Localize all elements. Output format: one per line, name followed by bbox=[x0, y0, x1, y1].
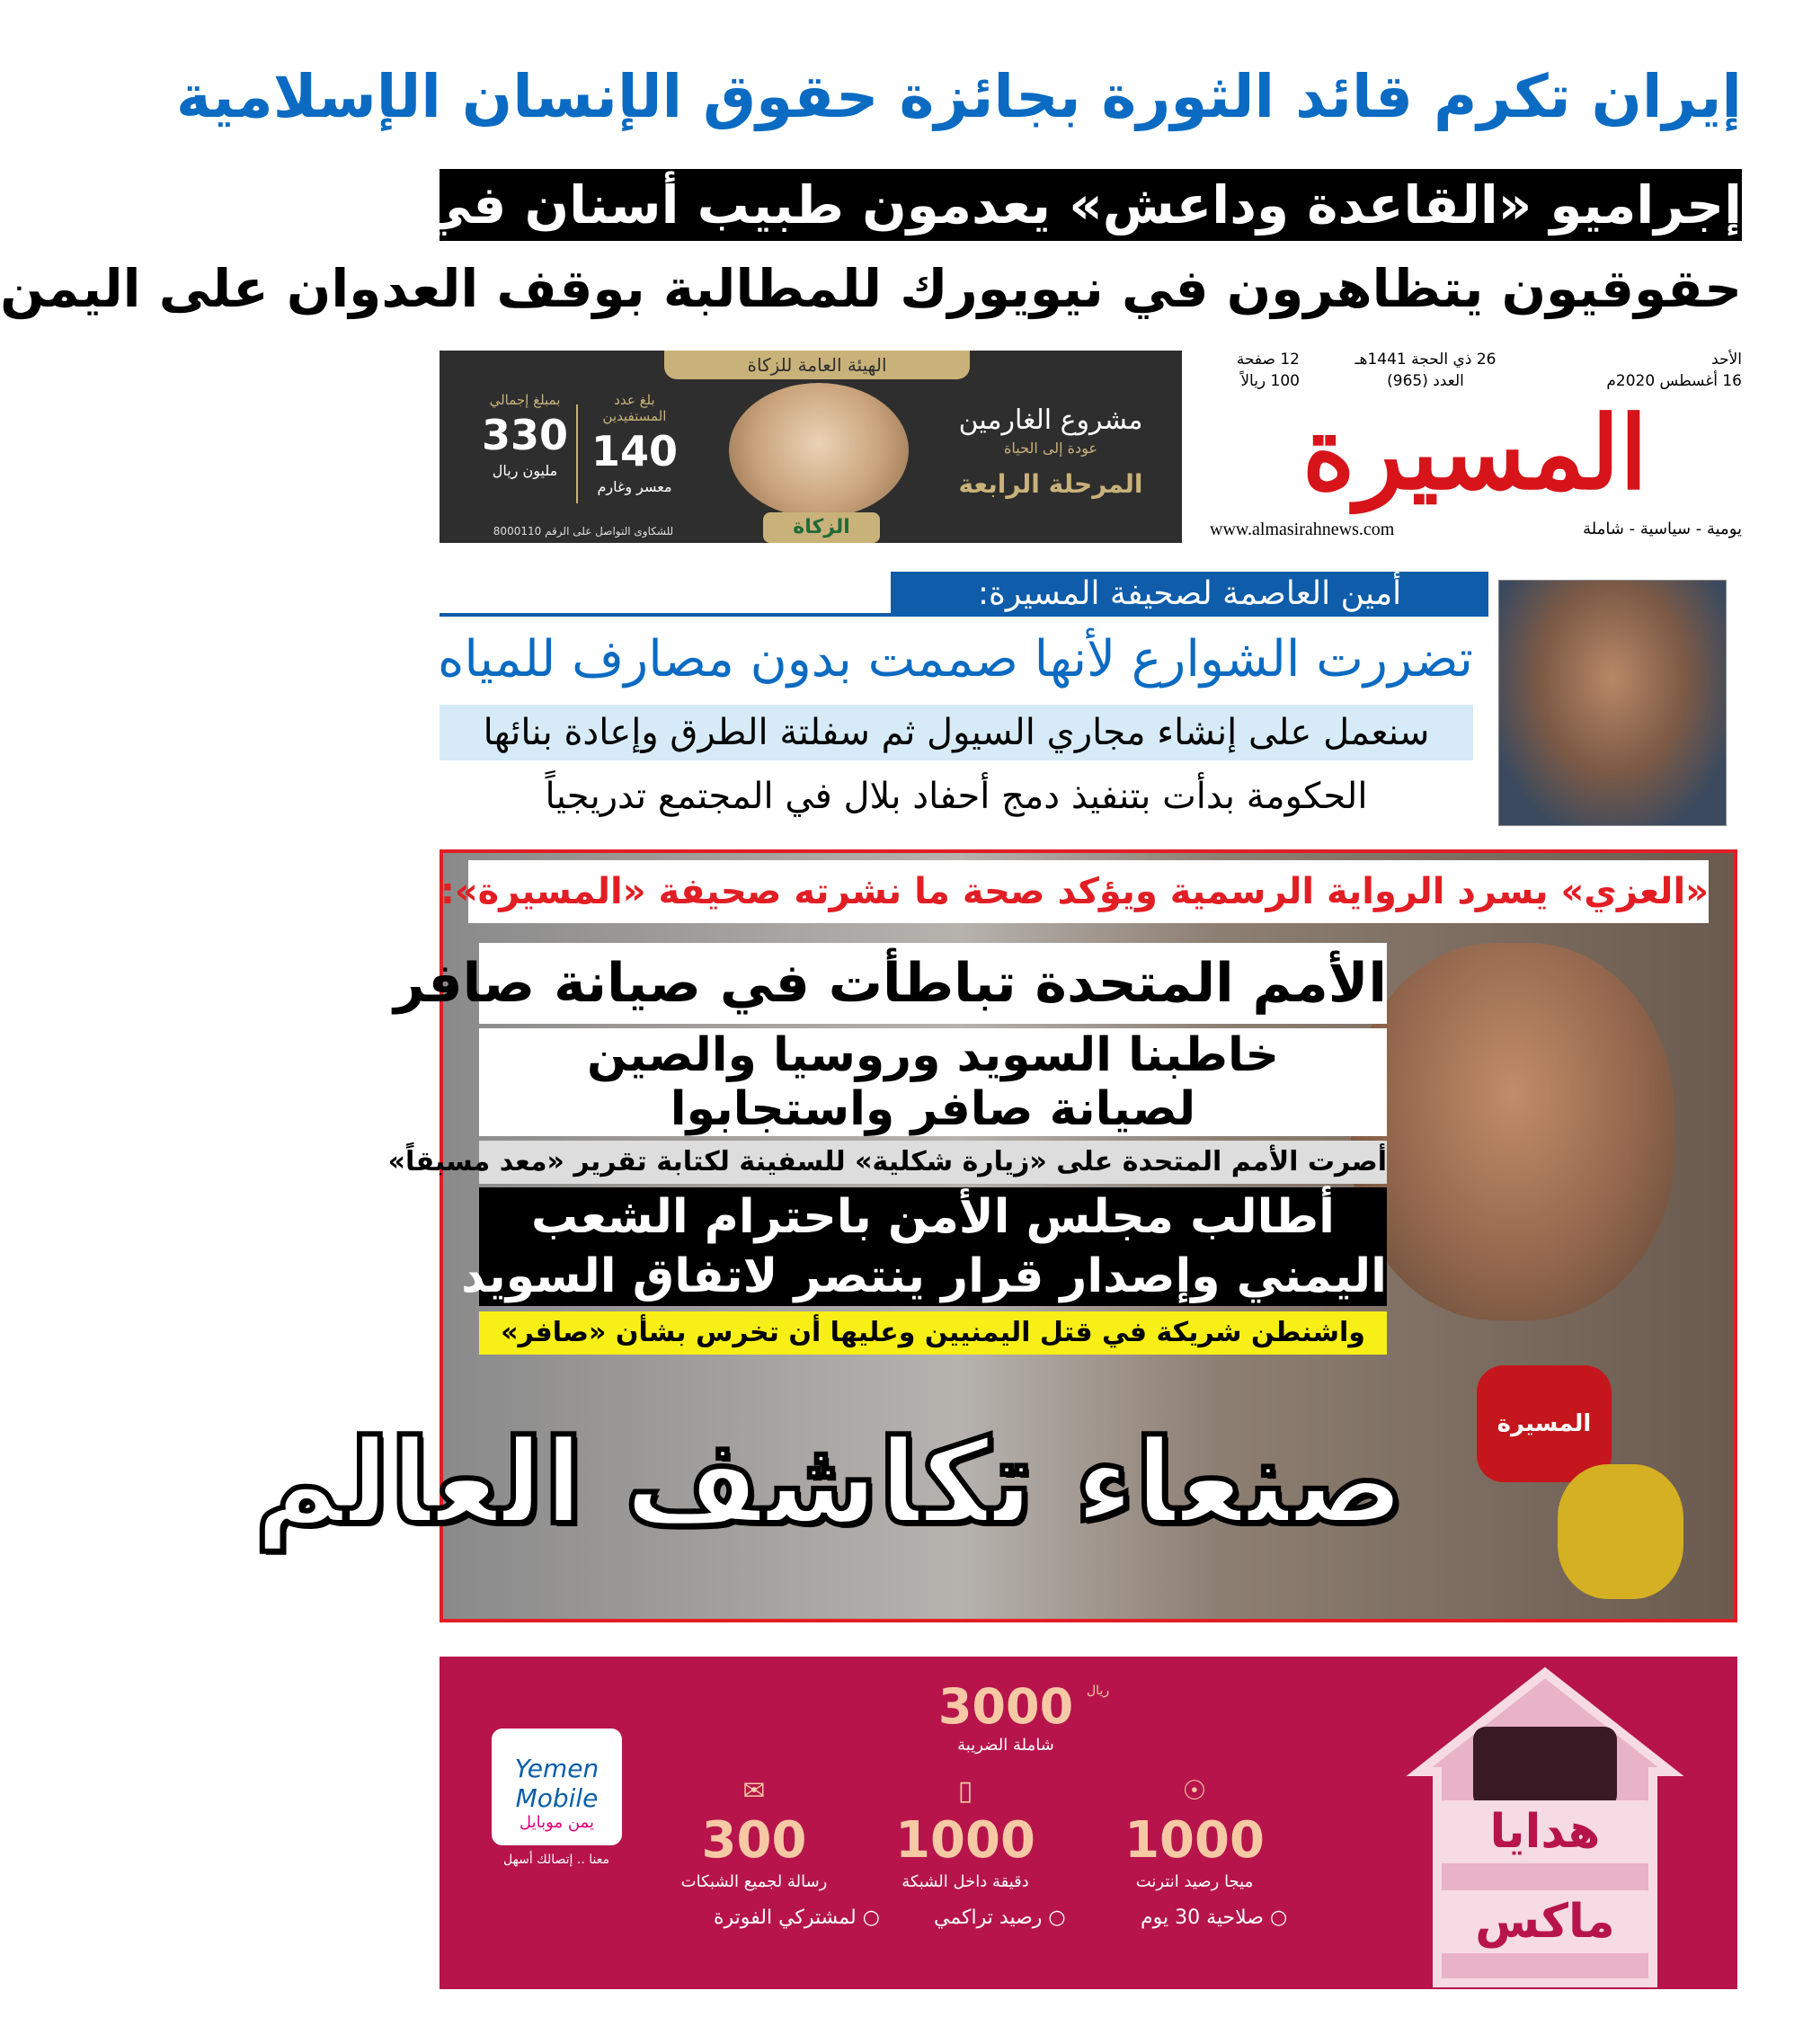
circle-icon: ○ bbox=[1263, 1906, 1288, 1929]
quote-1 bbox=[479, 1028, 1387, 1136]
quote-1-line-1: خاطبنا السويد وروسيا والصين bbox=[586, 1028, 1280, 1082]
yemen-mobile-ad[interactable] bbox=[440, 1657, 1737, 1989]
feature-validity bbox=[1141, 1906, 1287, 1929]
page-count: 12 صفحة bbox=[1236, 351, 1300, 369]
note-1: أصرت الأمم المتحدة على «زيارة شكلية» للسفينة لكتابة تقرير «معد مسبقاً» bbox=[479, 1141, 1387, 1184]
ad-title-2: ماكس bbox=[1435, 1890, 1655, 1953]
divider bbox=[576, 404, 578, 503]
circle-icon: ○ bbox=[856, 1906, 880, 1929]
ad-slogan: معنا .. إتصالك أسهل bbox=[503, 1853, 609, 1867]
stat-unit: مليون ريال bbox=[492, 462, 558, 479]
main-kicker: «العزي» يسرد الرواية الرسمية ويؤكد صحة ما نشرته صحيفة «المسيرة»: bbox=[468, 860, 1709, 923]
day: الأحد bbox=[1711, 351, 1742, 369]
microphone bbox=[1558, 1464, 1683, 1599]
envelope-icon: ✉ bbox=[742, 1775, 766, 1807]
quote-2-line-1: أطالب مجلس الأمن باحترام الشعب bbox=[531, 1190, 1335, 1244]
phone-icon: ▯ bbox=[957, 1775, 973, 1807]
project-phase: المرحلة الرابعة bbox=[958, 469, 1143, 499]
globe-icon: ☉ bbox=[1182, 1775, 1207, 1807]
price-note: شاملة الضريبة bbox=[957, 1736, 1054, 1755]
circle-icon: ○ bbox=[1042, 1906, 1066, 1929]
note-2: واشنطن شريكة في قتل اليمنيين وعليها أن تخرس بشأن «صافر» bbox=[479, 1311, 1387, 1355]
stat-amount bbox=[475, 392, 574, 480]
stat-label: بلغ عدد المستفيدين bbox=[602, 392, 667, 424]
interview-headline[interactable]: تضررت الشوارع لأنها صممت بدون مصارف للمياه bbox=[438, 630, 1473, 689]
ad-title-1: هدايا bbox=[1435, 1800, 1655, 1863]
offer-value: 300 bbox=[701, 1811, 807, 1870]
zakat-authority: الهيئة العامة للزكاة bbox=[664, 351, 970, 379]
speaker-photo bbox=[1351, 943, 1674, 1320]
stat-value: 140 bbox=[591, 427, 679, 475]
main-story[interactable] bbox=[253, 849, 1737, 1622]
website-link[interactable]: www.almasirahnews.com bbox=[1210, 520, 1395, 539]
offer-value: 1000 bbox=[895, 1811, 1035, 1870]
main-big-title: صنعاء تكاشف العالم bbox=[253, 1414, 1405, 1551]
headline-1: إيران تكرم قائد الثورة بجائزة حقوق الإنسان الإسلامية bbox=[175, 62, 1742, 131]
offer-label: ميجا رصيد انترنت bbox=[1135, 1872, 1254, 1891]
zakat-ad[interactable] bbox=[440, 351, 1182, 543]
divider bbox=[440, 613, 1482, 617]
feature-label: لمشتركي الفوترة bbox=[714, 1906, 857, 1929]
pages-block bbox=[1201, 349, 1300, 392]
feature-cumulative bbox=[934, 1906, 1066, 1929]
stat-value: 330 bbox=[481, 411, 569, 459]
offer-label: رسالة لجميع الشبكات bbox=[680, 1872, 828, 1891]
offer-sms bbox=[646, 1773, 862, 1891]
zakat-footer: للشكاوى التواصل على الرقم 8000110 bbox=[493, 525, 674, 538]
zakat-logo: الزكاة bbox=[763, 512, 880, 543]
date-block bbox=[1544, 349, 1742, 392]
brand-name-ar: يمن موبايل bbox=[520, 1813, 594, 1832]
feature-label: رصيد تراكمي bbox=[934, 1906, 1043, 1929]
quote-2 bbox=[461, 1187, 1387, 1306]
feature-postpaid bbox=[714, 1906, 880, 1929]
stat-unit: معسر وغارم bbox=[597, 478, 672, 495]
date-gregorian: 16 أغسطس 2020م bbox=[1606, 372, 1742, 390]
offer-value: 1000 bbox=[1124, 1811, 1265, 1870]
offer-internet bbox=[1087, 1773, 1302, 1891]
headline-2: إجراميو «القاعدة وداعش» يعدمون طبيب أسنان في البيضاء bbox=[440, 169, 1742, 241]
currency: ريال bbox=[1087, 1684, 1110, 1698]
tagline: يومية - سياسية - شاملة bbox=[1583, 520, 1742, 538]
quote-1-line-2: لصيانة صافر واستجابوا bbox=[670, 1082, 1196, 1136]
interview-kicker: أمين العاصمة لصحيفة المسيرة: bbox=[891, 572, 1488, 617]
project-title: مشروع الغارمين bbox=[958, 404, 1143, 436]
main-headline: الأمم المتحدة تباطأت في صيانة صافر bbox=[479, 943, 1387, 1024]
interview-sub-2: الحكومة بدأت بتنفيذ دمج أحفاد بلال في المجتمع تدريجياً bbox=[545, 776, 1368, 817]
newspaper-logo: المسيرة bbox=[1301, 395, 1648, 512]
price: 100 ريالاً bbox=[1240, 372, 1300, 390]
offer-minutes bbox=[857, 1773, 1073, 1891]
offer-label: دقيقة داخل الشبكة bbox=[901, 1872, 1029, 1891]
stat-label: بمبلغ إجمالي bbox=[489, 392, 561, 408]
microphone-logo: المسيرة bbox=[1477, 1365, 1612, 1482]
headline-3: حقوقيون يتظاهرون في نيويورك للمطالبة بوقف العدوان على اليمن bbox=[0, 258, 1742, 319]
project-sub: عودة إلى الحياة bbox=[1004, 440, 1097, 457]
quote-2-line-2: اليمني وإصدار قرار ينتصر لاتفاق السويد bbox=[461, 1249, 1387, 1303]
price-value: 3000 bbox=[937, 1678, 1074, 1735]
interview-sub-1: سنعمل على إنشاء مجاري السيول ثم سفلتة الطرق وإعادة بنائها bbox=[440, 705, 1473, 760]
stat-beneficiaries bbox=[585, 392, 684, 496]
brand-name: Yemen Mobile bbox=[514, 1754, 599, 1813]
issue-block bbox=[1322, 349, 1529, 392]
yemen-mobile-logo bbox=[492, 1729, 622, 1845]
hands-image bbox=[729, 383, 909, 518]
feature-label: صلاحية 30 يوم bbox=[1141, 1906, 1264, 1929]
interview-photo bbox=[1498, 580, 1727, 826]
ad-price bbox=[871, 1678, 1141, 1755]
issue-number: العدد (965) bbox=[1387, 372, 1464, 390]
date-hijri: 26 ذي الحجة 1441هـ bbox=[1354, 351, 1496, 369]
zakat-project bbox=[938, 404, 1163, 499]
